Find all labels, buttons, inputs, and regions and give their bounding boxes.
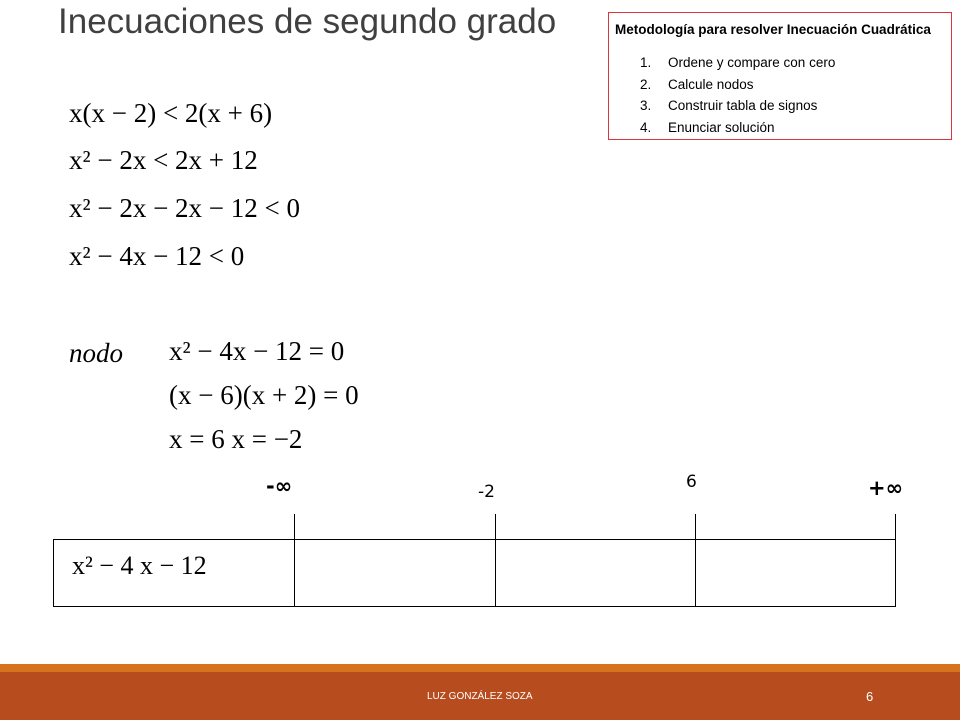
methodology-step: 1. Ordene y compare con cero [640,55,836,70]
methodology-step: 2. Calcule nodos [640,76,754,92]
equation-step-4: x² − 4x − 12 < 0 [69,241,245,271]
axis-label-pos-inf: +∞ [868,476,904,500]
slide-title: Inecuaciones de segundo grado [58,2,557,41]
equation-step-2: x² − 2x < 2x + 12 [69,145,258,175]
node-solutions: x = 6 x = −2 [169,424,303,454]
nodo-label: nodo [69,338,123,368]
footer-band [0,672,960,720]
page-number: 6 [866,689,874,704]
sign-table-expression: x² − 4 x − 12 [72,551,207,580]
methodology-step: 3. Construir tabla de signos [640,98,818,113]
sign-table-divider [294,514,295,607]
axis-label-neg-inf: -∞ [266,474,293,498]
methodology-list [640,55,835,141]
node-equation: x² − 4x − 12 = 0 [169,336,345,366]
footer-stripe [0,664,960,672]
methodology-box [608,12,952,140]
node-factored: (x − 6)(x + 2) = 0 [169,380,359,410]
axis-label-neg2: -2 [478,482,495,502]
methodology-title: Metodología para resolver Inecuación Cuadrática [615,22,931,37]
sign-table-divider [895,514,896,607]
equation-step-1: x(x − 2) < 2(x + 6) [69,98,273,128]
footer-author: LUZ GONZÁLEZ SOZA [427,691,533,702]
sign-table-divider [695,514,696,607]
equation-step-3: x² − 2x − 2x − 12 < 0 [69,193,301,223]
axis-label-6: 6 [686,472,697,492]
methodology-step: 4. Enunciar solución [640,119,775,135]
sign-table-divider [495,514,496,607]
